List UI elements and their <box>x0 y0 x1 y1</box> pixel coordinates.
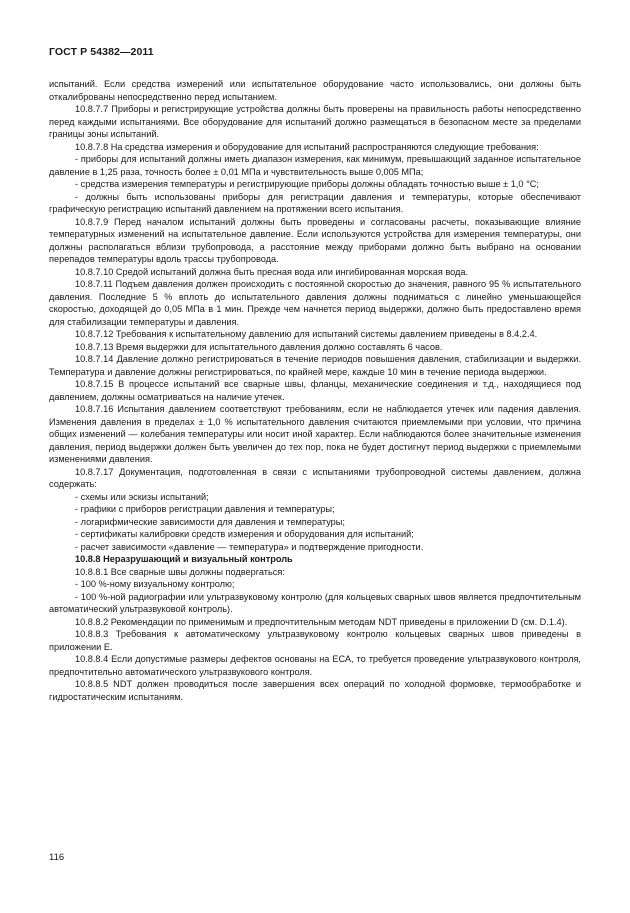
paragraph: - должны быть использованы приборы для регистрации давления и температуры, которые обеспечивают графическую регистрацию испытаний давлением на протяжении всего испытания. <box>49 191 581 214</box>
document-body <box>49 78 581 703</box>
paragraph: 10.8.7.8 На средства измерения и оборудование для испытаний распространяются следующие требования: <box>75 141 539 152</box>
paragraph: - сертификаты калибровки средств измерения и оборудования для испытаний; <box>75 529 414 539</box>
paragraph: - расчет зависимости «давление — температура» и подтверждение пригодности. <box>75 541 424 552</box>
paragraph: 10.8.8.1 Все сварные швы должны подвергаться: <box>75 566 285 577</box>
standard-header: ГОСТ Р 54382—2011 <box>49 46 154 58</box>
paragraph: - приборы для испытаний должны иметь диапазон измерения, как минимум, превышающий заданное испытательное давление в 1,25 раза, точность более ± 0,01 МПа и чувствительность выше 0,005 МПа; <box>49 154 581 177</box>
paragraph: 10.8.7.14 Давление должно регистрироваться в течение периодов повышения давления, стабилизации и выдержки. Температура и давление должны регистрироваться, по крайней мере, каждые 10 мин в течение периода выдержки. <box>49 354 581 377</box>
paragraph: 10.8.7.11 Подъем давления должен происходить с постоянной скоростью до значения, равного 95 % испытательного давления. Последние 5 % вплоть до испытательного давления должны подниматься с линейно уменьшающейся скоростью, доходящей до 0,05 МПа в 1 мин. Прежде чем начнется период выдержки, должно быть предоставлено время для стабилизации температуры и давления. <box>49 279 581 327</box>
paragraph: 10.8.7.12 Требования к испытательному давлению для испытаний системы давлением приведены в 8.4.2.4. <box>75 329 538 339</box>
paragraph: 10.8.7.17 Документация, подготовленная в связи с испытаниями трубопроводной системы давлением, должна содержать: <box>49 466 581 489</box>
paragraph: - графики с приборов регистрации давления и температуры; <box>75 504 335 514</box>
paragraph: 10.8.7.7 Приборы и регистрирующие устройства должны быть проверены на правильность работы непосредственно перед каждыми испытаниями. Все оборудование для испытаний должно размещаться в безопасном месте за пределами границы зоны испытаний. <box>49 104 581 139</box>
paragraph: - 100 %-ному визуальному контролю; <box>75 579 235 589</box>
page-number: 116 <box>49 852 65 863</box>
paragraph: 10.8.8.3 Требования к автоматическому ультразвуковому контролю кольцевых сварных швов приведены в приложении Е. <box>49 629 581 652</box>
paragraph: 10.8.7.10 Средой испытаний должна быть пресная вода или ингибированная морская вода. <box>75 266 469 277</box>
paragraph: 10.8.8.5 NDT должен проводиться после завершения всех операций по холодной формовке, термообработке и гидростатическим испытаниям. <box>49 679 581 702</box>
paragraph: - средства измерения температуры и регистрирующие приборы должны обладать точностью выше ± 1,0 °С; <box>75 179 539 189</box>
paragraph: 10.8.7.9 Перед началом испытаний должны быть проведены и согласованы расчеты, показывающие влияние температурных изменений на испытательное давление. Если используются устройства для измерения температуры, они должны располагаться вблизи трубопровода, а расстояние между приборами должно быть выбрано на основании перепадов температуры вдоль трассы трубопровода. <box>49 216 581 264</box>
paragraph: - логарифмические зависимости для давления и температуры; <box>75 516 345 527</box>
paragraph: 10.8.8.2 Рекомендации по применимым и предпочтительным методам NDT приведены в приложении D (см. D.1.4). <box>75 616 568 627</box>
paragraph: 10.8.7.15 В процессе испытаний все сварные швы, фланцы, механические соединения и т.д., находящиеся под давлением, должны осматриваться на наличие утечек. <box>49 379 581 402</box>
paragraph: 10.8.7.16 Испытания давлением соответствуют требованиям, если не наблюдается утечек или падения давления. Изменения давления в пределах ± 1,0 % испытательного давления считаются приемлемыми при условии, что причина общих изменений — колебания температуры или носит иной характер. Если наблюдаются более значительные изменения давления, период выдержки должен быть увеличен до тех пор, пока не будет достигнут период выдержки с приемлемыми изменениями давления. <box>49 404 581 464</box>
paragraph: 10.8.8.4 Если допустимые размеры дефектов основаны на ЕСА, то требуется проведение ультразвукового контроля, предпочтительно автоматического ультразвукового контроля. <box>49 654 581 677</box>
paragraph: - 100 %-ной радиографии или ультразвуковому контролю (для кольцевых сварных швов является предпочтительным автоматический ультразвуковой контроль). <box>49 591 581 614</box>
section-heading: 10.8.8 Неразрушающий и визуальный контроль <box>75 554 293 564</box>
paragraph: - схемы или эскизы испытаний; <box>75 491 209 502</box>
paragraph: испытаний. Если средства измерений или испытательное оборудование часто использовались, они должны быть откалиброваны непосредственно перед испытанием. <box>49 79 581 102</box>
paragraph: 10.8.7.13 Время выдержки для испытательного давления должно составлять 6 часов. <box>75 341 443 352</box>
